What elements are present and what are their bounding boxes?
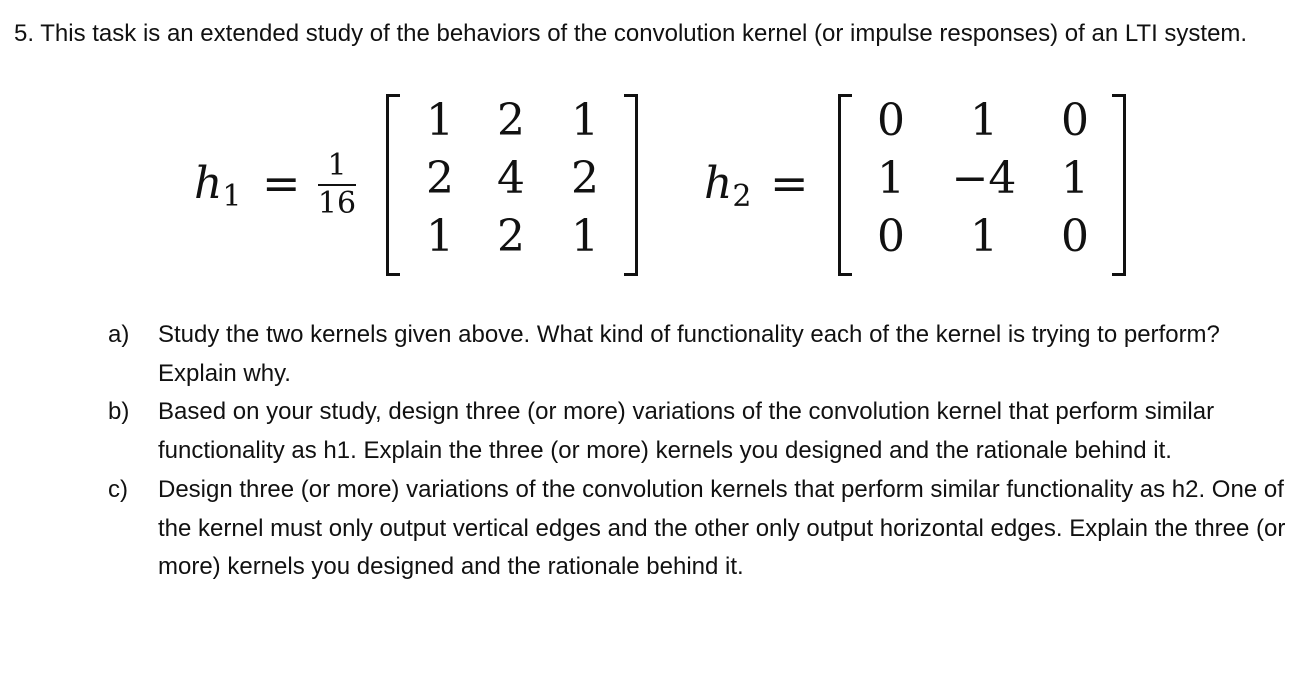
h1-scale-fraction [316, 150, 358, 220]
h1-right-bracket [624, 94, 638, 276]
h2-cell: 0 [877, 95, 905, 146]
part-c [108, 471, 1288, 587]
h2-right-bracket [1112, 94, 1126, 276]
h2-matrix [858, 92, 1106, 266]
part-label: a) [108, 321, 130, 348]
h1-symbol: $h_1$ [194, 158, 242, 214]
h1-subscript: 1 [222, 179, 242, 214]
h2-cell: 0 [877, 211, 905, 262]
h2-subscript: 2 [732, 179, 752, 214]
h2-cell: 0 [1061, 95, 1089, 146]
h1-left-bracket [386, 94, 400, 276]
h1-scale-numerator: 1 [327, 148, 347, 183]
h1-scale-denominator: 16 [317, 186, 357, 221]
part-text: Study the two kernels given above. What kind of functionality each of the kernel is trying to perform? Explain why. [158, 321, 1220, 387]
h1-cell: 2 [426, 153, 454, 204]
h2-cell: −4 [951, 153, 1017, 204]
problem-intro: 5. This task is an extended study of the behaviors of the convolution kernel (or impulse responses) of an LTI system. [14, 20, 1248, 47]
h1-cell: 2 [497, 211, 525, 262]
h1-cell: 2 [571, 153, 599, 204]
h2-left-bracket [838, 94, 852, 276]
h2-cell: 1 [1061, 153, 1089, 204]
h2-cell: 1 [970, 211, 998, 262]
h1-cell: 2 [497, 95, 525, 146]
part-a [108, 316, 1288, 393]
question-parts [108, 316, 1288, 587]
h2-equals: = [770, 156, 809, 210]
part-label: c) [108, 475, 128, 503]
h2-symbol: $h_2$ [704, 158, 752, 214]
part-b [108, 393, 1288, 470]
h2-cell: 1 [970, 95, 998, 146]
h1-matrix [406, 92, 622, 266]
part-text: Based on your study, design three (or more) variations of the convolution kernel that perform similar functionality as h1. Explain the three (or more) kernels you designed and the rationale behind it. [158, 398, 1215, 465]
part-text: Design three (or more) variations of the convolution kernels that perform similar functionality as h2. One of the kernel must only output vertical edges and the other only output horizontal edges. Explain the three (or more) kernels you designed and the rationale behind it. [158, 475, 1286, 581]
h1-cell: 4 [497, 153, 525, 204]
h2-cell: 1 [877, 153, 905, 204]
part-label: b) [108, 398, 130, 426]
h1-cell: 1 [571, 95, 599, 146]
h1-cell: 1 [426, 211, 454, 262]
h1-cell: 1 [571, 211, 599, 262]
h2-cell: 0 [1061, 211, 1089, 262]
h1-cell: 1 [426, 95, 454, 146]
h1-equals: = [262, 156, 301, 210]
